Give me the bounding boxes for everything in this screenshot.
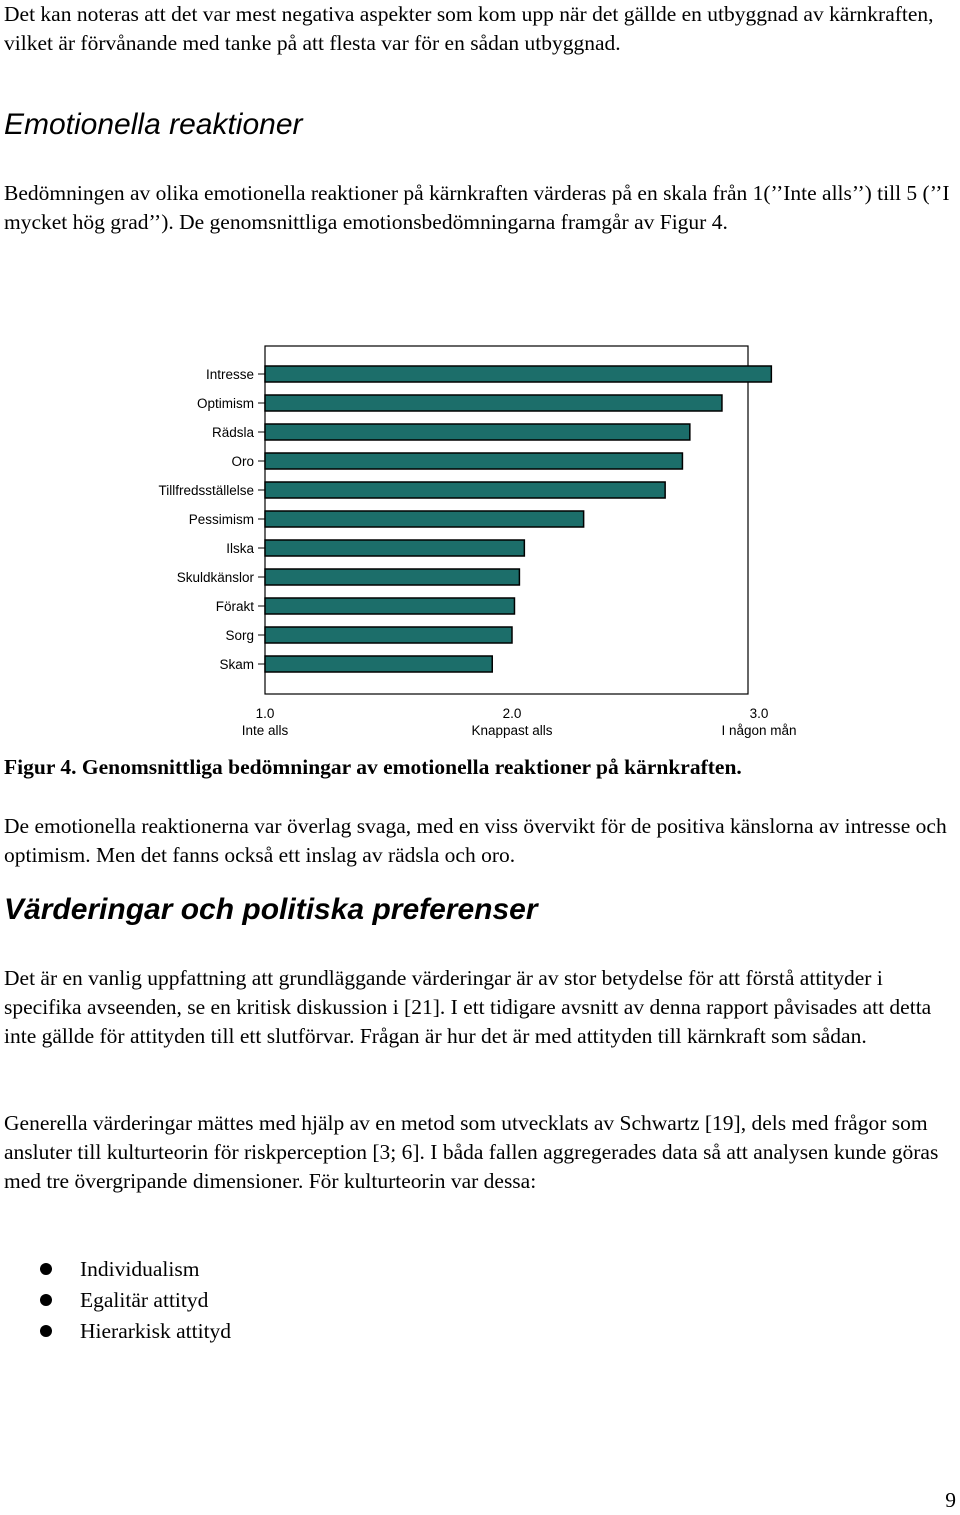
x-tick-sublabel: Inte alls	[241, 723, 289, 738]
x-tick-sublabel: I någon mån	[721, 723, 797, 738]
y-tick-label: Oro	[231, 454, 254, 469]
page-number: 9	[945, 1488, 956, 1512]
bar	[265, 598, 514, 614]
x-tick-label: 2.0	[502, 706, 522, 721]
list-item	[40, 1254, 231, 1285]
figure-caption: Figur 4. Genomsnittliga bedömningar av emotionella reaktioner på kärnkraften.	[4, 755, 742, 779]
intro-paragraph: Det kan noteras att det var mest negativa aspekter som kom upp när det gällde en utbyggnad av kärnkraften, vilket är förvånande med tanke på att flesta var för en sådan utbyggnad.	[4, 2, 934, 55]
bar	[265, 395, 722, 411]
x-tick-label: 3.0	[749, 706, 769, 721]
bar	[265, 656, 492, 672]
result-paragraph: De emotionella reaktionerna var överlag svaga, med en viss övervikt för de positiva känslorna av intresse och optimism. Men det fanns också ett inslag av rädsla och oro.	[4, 814, 947, 867]
bar	[265, 627, 512, 643]
bar	[265, 569, 519, 585]
x-tick-sublabel: Knappast alls	[471, 723, 553, 738]
y-tick-label: Förakt	[215, 599, 254, 614]
bullet-list	[40, 1254, 231, 1347]
y-tick-label: Intresse	[205, 367, 254, 382]
bar	[265, 540, 524, 556]
list-item-label: Egalitär attityd	[80, 1288, 209, 1312]
section-heading-emotions: Emotionella reaktioner	[4, 108, 303, 141]
values-paragraph-2: Generella värderingar mättes med hjälp av en metod som utvecklats av Schwartz [19], dels med frågor som ansluter till kulturteorin för riskperception [3; 6]. I båda fallen aggregerades data så att analysen kunde göras med tre övergripande dimensioner. För kulturteorin var dessa:	[4, 1111, 939, 1193]
bar	[265, 366, 771, 382]
list-item-label: Hierarkisk attityd	[80, 1319, 232, 1343]
scale-paragraph: Bedömningen av olika emotionella reaktioner på kärnkraften värderas på en skala från 1(’’Inte alls’’) till 5 (’’I mycket hög grad’’). De genomsnittliga emotionsbedömningarna framgår av Figur 4.	[4, 181, 950, 234]
values-paragraph-1: Det är en vanlig uppfattning att grundläggande värderingar är av stor betydelse för att förstå attityder i specifika avseenden, se en kritisk diskussion i [21]. I ett tidigare avsnitt av denna rapport påvisades att detta inte gällde för attityden till ett slutförvar. Frågan är hur det är med attityden till kärnkraft som sådan.	[4, 966, 932, 1048]
list-item	[40, 1316, 231, 1347]
bullet-icon	[40, 1263, 52, 1275]
emotions-bar-chart	[0, 330, 960, 750]
bullet-icon	[40, 1294, 52, 1306]
y-tick-label: Skuldkänslor	[176, 570, 254, 585]
bullet-icon	[40, 1325, 52, 1337]
x-tick-label: 1.0	[255, 706, 275, 721]
y-tick-label: Pessimism	[188, 512, 254, 527]
y-tick-label: Rädsla	[211, 425, 254, 440]
section-heading-values: Värderingar och politiska preferenser	[4, 893, 538, 926]
bar	[265, 424, 690, 440]
y-tick-label: Skam	[219, 657, 254, 672]
y-tick-label: Sorg	[225, 628, 254, 643]
bar	[265, 453, 682, 469]
bar	[265, 511, 584, 527]
list-item-label: Individualism	[80, 1257, 200, 1281]
y-tick-label: Tillfredsställelse	[158, 483, 254, 498]
bar	[265, 482, 665, 498]
y-tick-label: Optimism	[197, 396, 254, 411]
list-item	[40, 1285, 231, 1316]
y-tick-label: Ilska	[226, 541, 254, 556]
